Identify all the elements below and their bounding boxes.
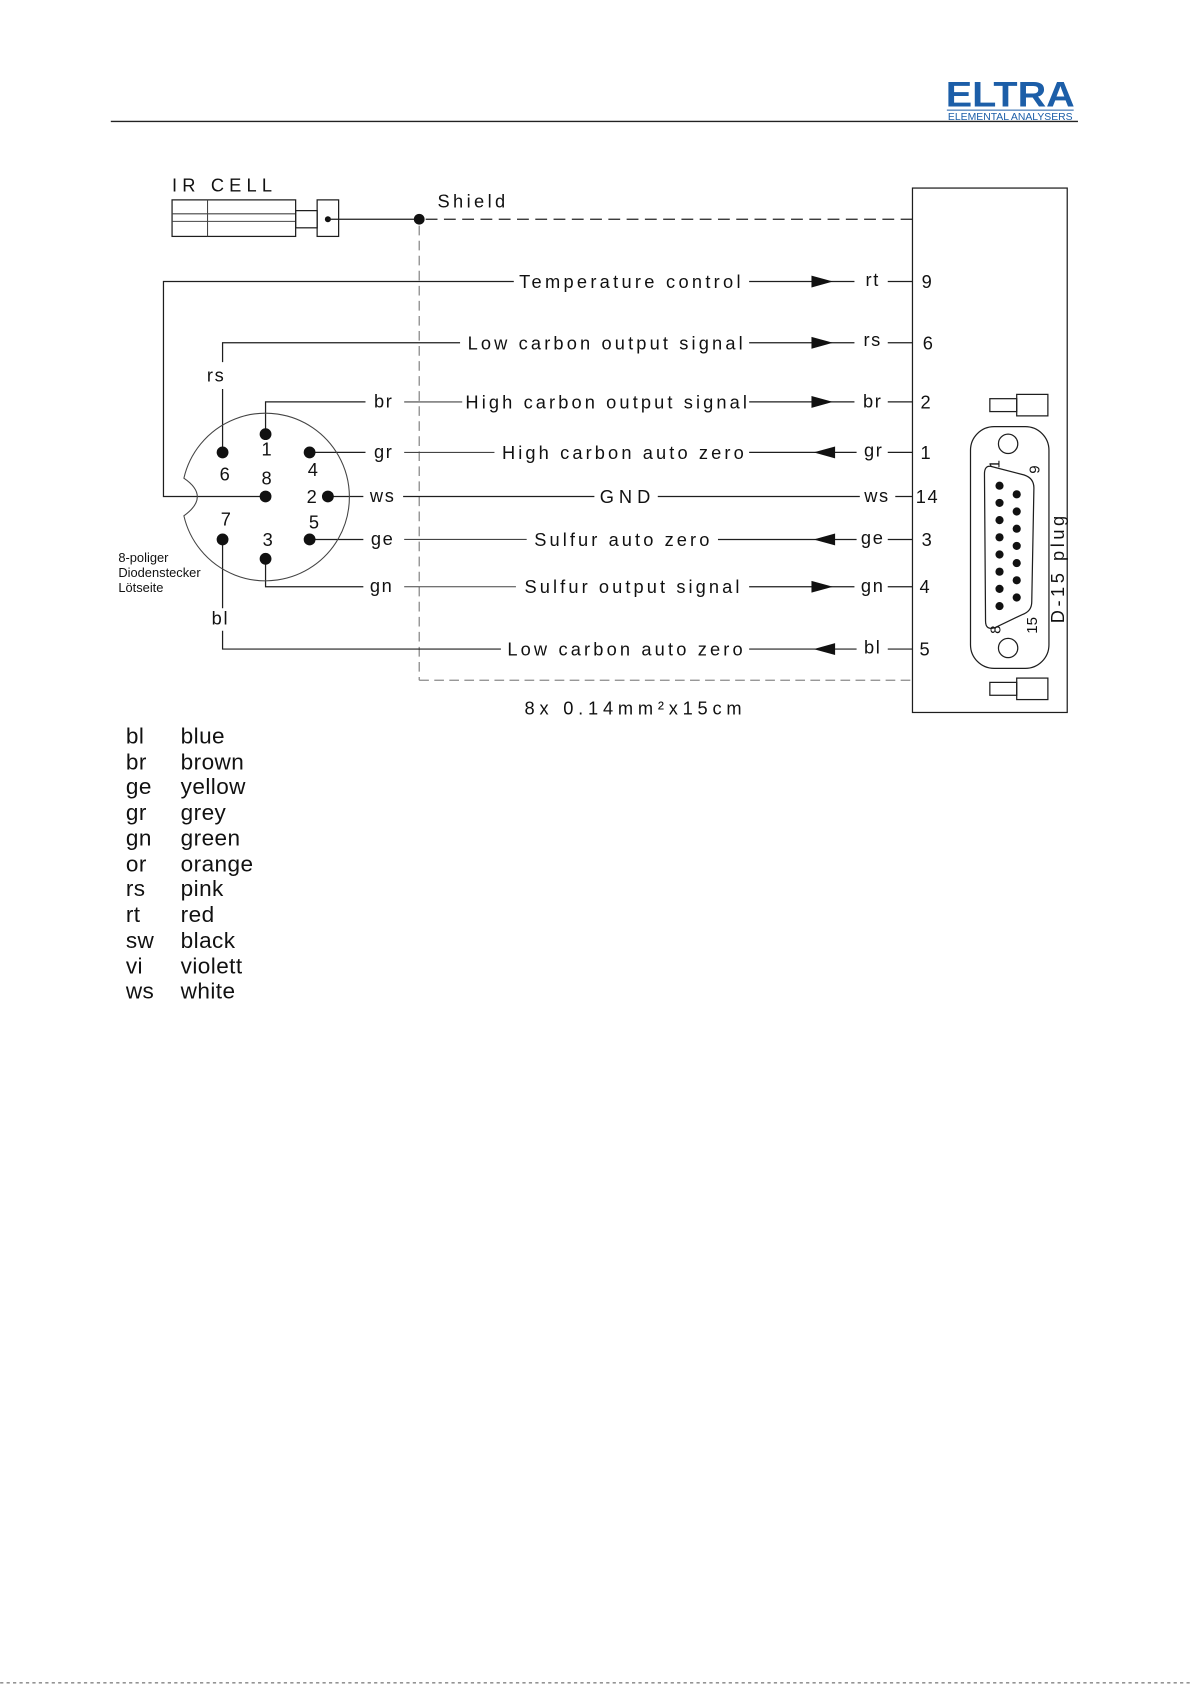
legend-code: gn xyxy=(125,825,152,851)
legend-code: ws xyxy=(125,978,155,1004)
wire-color-code-right: rs xyxy=(863,329,882,351)
signal-name: High carbon auto zero xyxy=(501,441,744,463)
wire-color-code-right: ws xyxy=(864,484,890,506)
wire-color-code-left: gr xyxy=(374,440,394,462)
legend-code: bl xyxy=(125,723,145,749)
legend-color: orange xyxy=(180,851,254,877)
d15-pin xyxy=(995,516,1003,524)
plug-pin-number: 4 xyxy=(919,576,932,598)
din-connector-caption-line: Lötseite xyxy=(118,580,164,596)
wire-color-code-left: gn xyxy=(369,575,394,597)
wire-color-code-left: ge xyxy=(370,527,395,549)
legend-color: brown xyxy=(180,749,245,775)
wire-color-code-right: ge xyxy=(860,526,885,548)
shield-label: Shield xyxy=(437,190,506,212)
din-pin-label-8: 8 xyxy=(261,467,272,489)
din-pin-4 xyxy=(304,447,316,459)
wire-color-code-right: bl xyxy=(863,636,882,658)
legend-color: yellow xyxy=(180,774,246,800)
d15-pin xyxy=(1013,576,1021,584)
cable-spec: 8x 0.14mm²x15cm xyxy=(524,697,742,719)
din-pin-8 xyxy=(260,491,272,503)
d15-pin xyxy=(1013,542,1021,550)
din-pin-label-2: 2 xyxy=(306,485,317,507)
eltra-logo xyxy=(946,74,1075,122)
din-pin-5 xyxy=(304,534,316,546)
signal-name: Low carbon output signal xyxy=(467,332,743,354)
plug-pin-number: 2 xyxy=(920,391,933,413)
wire-color-code-left: bl xyxy=(211,607,230,629)
d15-pin xyxy=(995,568,1003,576)
din-pin-label-6: 6 xyxy=(219,463,230,485)
legend-code: sw xyxy=(125,927,155,953)
legend-code: ge xyxy=(125,774,152,800)
d15-pin xyxy=(1013,507,1021,515)
d15-pin xyxy=(1013,490,1021,498)
d15-pin xyxy=(1013,593,1021,601)
din-connector-caption-line: 8-poliger xyxy=(118,550,169,566)
signal-name: Sulfur output signal xyxy=(524,576,740,598)
din-pin-6 xyxy=(217,447,229,459)
d15-pin-label-8: 8 xyxy=(987,625,1005,634)
wire-color-code-right: gn xyxy=(860,575,885,597)
plug-pin-number: 14 xyxy=(915,485,940,507)
din-pin-label-4: 4 xyxy=(307,459,318,481)
legend-color: violett xyxy=(180,953,243,979)
legend-color: green xyxy=(180,825,241,851)
din-pin-label-1: 1 xyxy=(261,438,272,460)
wire-color-code-right: gr xyxy=(864,439,884,461)
signal-name: Sulfur auto zero xyxy=(534,528,710,550)
d15-pin-label-15: 15 xyxy=(1024,617,1042,634)
plug-pin-number: 1 xyxy=(920,441,933,463)
ir-cell-label: IR CELL xyxy=(172,174,273,196)
d15-pin xyxy=(995,550,1003,558)
din-pin-7 xyxy=(217,534,229,546)
din-pin-3 xyxy=(260,553,272,565)
logo-wordmark: ELTRA xyxy=(945,74,1075,115)
legend-color: black xyxy=(180,927,236,953)
d15-pin xyxy=(995,482,1003,490)
legend-code: or xyxy=(125,851,147,877)
d15-pin xyxy=(995,602,1003,610)
wire-color-code-right: br xyxy=(862,390,883,412)
d15-pin-label-9: 9 xyxy=(1026,465,1044,474)
d15-pin xyxy=(995,499,1003,507)
signal-name: High carbon output signal xyxy=(465,391,747,413)
d15-pin xyxy=(1013,525,1021,533)
legend-color: pink xyxy=(180,876,224,902)
d15-pin-label-1: 1 xyxy=(986,460,1004,469)
plug-pin-number: 9 xyxy=(921,270,934,292)
legend-color: blue xyxy=(180,723,226,749)
signal-name: Temperature control xyxy=(519,270,741,292)
plug-pin-number: 3 xyxy=(921,528,934,550)
legend-code: vi xyxy=(125,953,144,979)
plug-pin-number: 5 xyxy=(919,638,932,660)
wire-color-code-left: ws xyxy=(369,484,396,506)
din-pin-label-3: 3 xyxy=(262,528,273,550)
din-pin-2 xyxy=(322,491,334,503)
legend-code: gr xyxy=(125,799,147,825)
d15-plug-label: D-15 plug xyxy=(1046,515,1068,624)
legend-code: rs xyxy=(125,876,146,902)
signal-name: Low carbon auto zero xyxy=(507,638,743,660)
d15-pin xyxy=(1013,559,1021,567)
wire-color-code-left: rs xyxy=(206,364,226,386)
din-connector-caption-line: Diodenstecker xyxy=(118,565,201,581)
d15-pin xyxy=(995,533,1003,541)
legend-color: red xyxy=(180,902,215,928)
wire-color-code-left: br xyxy=(374,390,394,412)
logo-tagline: ELEMENTAL ANALYSERS xyxy=(947,111,1073,123)
legend-color: white xyxy=(180,978,236,1004)
wire-color-code-right: rt xyxy=(865,268,880,290)
shield-junction xyxy=(414,214,425,225)
legend-code: rt xyxy=(125,902,141,928)
d15-pin xyxy=(995,585,1003,593)
din-pin-label-7: 7 xyxy=(220,508,231,530)
legend-color: grey xyxy=(180,799,227,825)
legend-code: br xyxy=(125,749,147,775)
signal-name: GND xyxy=(599,485,651,507)
din-pin-label-5: 5 xyxy=(308,511,319,533)
plug-pin-number: 6 xyxy=(922,332,935,354)
